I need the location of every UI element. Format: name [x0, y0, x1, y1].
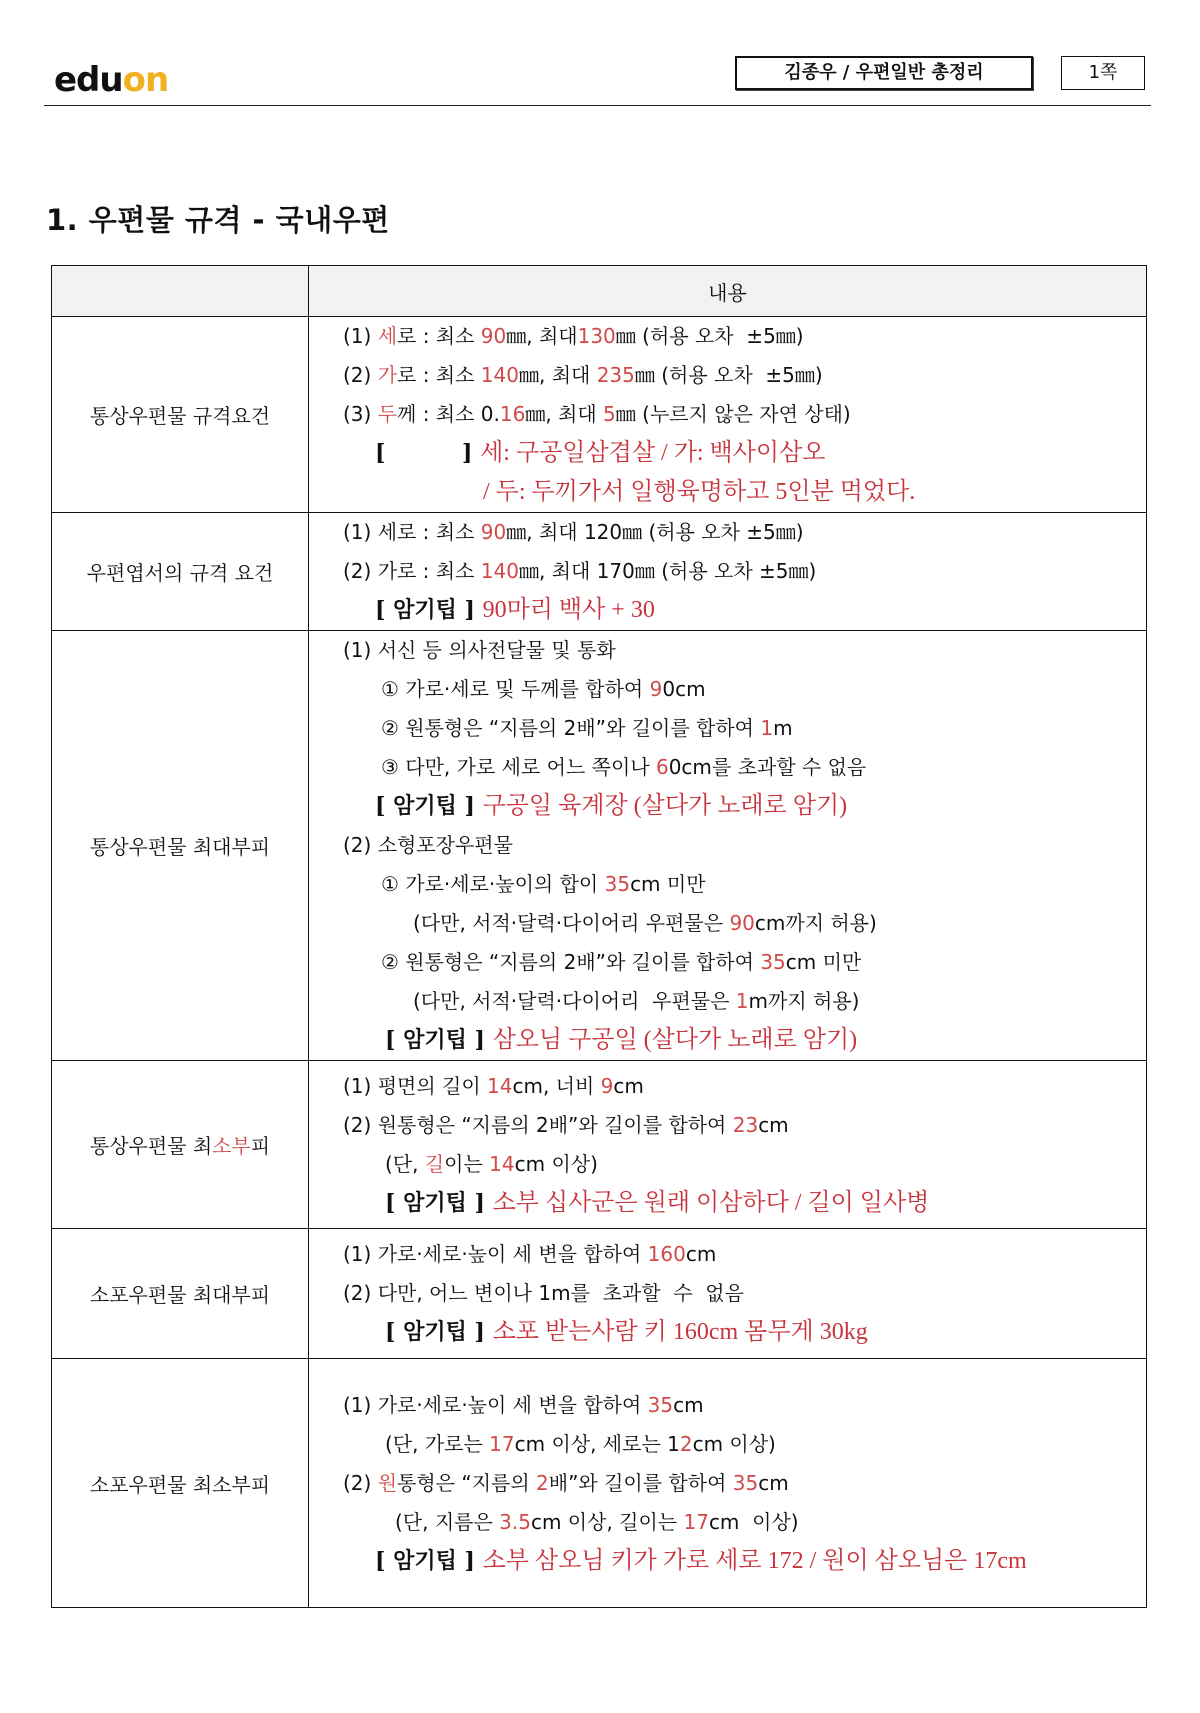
memory-tip-label: [ 암기팁 ] [385, 1027, 493, 1053]
highlight-value: 2 [679, 1431, 693, 1456]
memory-tip-text: 소부 삼오님 키가 가로 세로 172 / 원이 삼오님은 17cm [482, 1547, 1027, 1574]
spec-text: ㎜ (허용 오차 ±5㎜) [615, 324, 804, 348]
spec-text: ③ 다만, 가로 세로 어느 쪽이나 [381, 755, 656, 779]
highlight-value: 17 [683, 1509, 709, 1534]
spec-line [343, 1386, 1146, 1425]
table-header-row [52, 266, 1147, 317]
spec-line [343, 1235, 1146, 1274]
document-title: 김종우 / 우편일반 총정리 [735, 56, 1033, 90]
spec-text: (2) 다만, 어느 변이나 1m를 초과할 수 없음 [343, 1281, 744, 1305]
spec-text: ② 원통형은 “지름의 2배”와 길이를 합하여 [381, 950, 761, 974]
spec-text: (1) 가로·세로·높이 세 변을 합하여 [343, 1392, 648, 1417]
spec-line [343, 709, 1146, 748]
header-content-cell: 내용 [309, 266, 1147, 317]
highlight-value: 길 [424, 1151, 445, 1176]
spec-text: cm [613, 1073, 644, 1098]
table-row [52, 513, 1147, 631]
highlight-value: 17 [489, 1431, 515, 1456]
header-label-cell [52, 266, 309, 317]
memory-tip-line [343, 1021, 1146, 1060]
highlight-value: 2 [536, 1470, 549, 1495]
section-title: 1. 우편물 규격 - 국내우편 [46, 203, 390, 237]
row-content-cell [309, 1061, 1147, 1229]
spec-text: ㎜, 최대 [518, 363, 597, 387]
spec-text: 0cm [662, 677, 706, 701]
highlight-value: 9 [600, 1073, 614, 1098]
memory-tip-line [343, 473, 1146, 512]
logo-text-dark: edu [54, 60, 123, 100]
row-content-cell [309, 1229, 1147, 1359]
spec-line [343, 631, 1146, 670]
spec-text: ㎜ (누르지 않은 자연 상태) [615, 402, 851, 426]
highlight-value: 6 [655, 755, 669, 779]
spec-text: (단, 가로는 [385, 1431, 490, 1456]
spec-text: ㎜, 최대 170㎜ (허용 오차 ±5㎜) [518, 559, 817, 583]
memory-tip-label: [ 암기팁 ] [375, 1547, 483, 1574]
spec-text: cm까지 허용) [754, 911, 877, 935]
highlight-value: 140 [480, 363, 519, 387]
row-label-cell [52, 317, 309, 513]
spec-text: 배”와 길이를 합하여 [548, 1470, 733, 1495]
memory-tip-label: [ 암기팁 ] [375, 597, 483, 623]
highlight-value: 5 [603, 402, 616, 426]
spec-line [343, 1503, 1146, 1542]
spec-text: cm [685, 1242, 717, 1266]
row-content-cell [309, 631, 1147, 1061]
row-label-text: 통상우편물 최대부피 [89, 835, 271, 859]
highlight-value: 원 [377, 1470, 398, 1495]
spec-line [343, 1425, 1146, 1464]
highlight-value: 1 [760, 716, 774, 740]
table-row [52, 317, 1147, 513]
spec-line [343, 1145, 1146, 1184]
spec-text: cm 미만 [785, 950, 862, 974]
spec-text: (단, [385, 1151, 425, 1176]
spec-text: (2) [343, 363, 378, 387]
memory-tip-line [343, 1313, 1146, 1352]
spec-text: (다만, 서적·달력·다이어리 우편물은 [413, 989, 736, 1013]
highlight-value: 160 [647, 1242, 686, 1266]
spec-text: (2) 소형포장우편물 [343, 833, 513, 857]
spec-text: cm 이상) [514, 1151, 598, 1176]
spec-line [343, 1464, 1146, 1503]
spec-text: ㎜ (허용 오차 ±5㎜) [634, 363, 823, 387]
row-label-text: 피 [250, 1134, 271, 1158]
spec-text: (1) [343, 324, 378, 348]
row-label-cell [52, 1229, 309, 1359]
memory-tip-line [343, 1184, 1146, 1223]
spec-line [343, 865, 1146, 904]
spec-text: 로 : 최소 [397, 324, 481, 348]
row-label-text: 소부 [212, 1134, 251, 1158]
highlight-value: 90 [480, 324, 507, 348]
highlight-value: 35 [732, 1470, 759, 1495]
spec-text: cm [758, 1470, 789, 1495]
highlight-value: 3.5 [499, 1509, 531, 1534]
highlight-value: 35 [647, 1392, 674, 1417]
spec-text: ㎜, 최대 [525, 402, 604, 426]
spec-text: 로 : 최소 [397, 363, 481, 387]
spec-line [343, 904, 1146, 943]
row-content-cell [309, 513, 1147, 631]
memory-tip-line [343, 787, 1146, 826]
spec-text: ① 가로·세로·높이의 합이 [381, 872, 605, 896]
spec-text: (단, 지름은 [395, 1509, 500, 1534]
spec-line [343, 670, 1146, 709]
spec-text: 통형은 “지름의 [397, 1470, 537, 1495]
spec-text: (다만, 서적·달력·다이어리 우편물은 [413, 911, 730, 935]
highlight-value: 35 [760, 950, 786, 974]
eduon-logo [54, 60, 168, 100]
spec-line [343, 1067, 1146, 1106]
spec-text: cm 이상, 세로는 1 [514, 1431, 680, 1456]
spec-text: 께 : 최소 0. [397, 402, 500, 426]
row-label-text: 소포우편물 최대부피 [89, 1283, 271, 1307]
row-label-cell [52, 631, 309, 1061]
row-content-cell [309, 317, 1147, 513]
spec-line [343, 943, 1146, 982]
highlight-value: 16 [499, 402, 526, 426]
memory-tip-text: 구공일 육계장 (살다가 노래로 암기) [482, 793, 848, 819]
spec-text: m까지 허용) [748, 989, 860, 1013]
highlight-value: 두 [377, 402, 398, 426]
highlight-value: 세 [377, 324, 398, 348]
memory-tip-line [343, 1542, 1146, 1581]
spec-text: ① 가로·세로 및 두께를 합하여 [381, 677, 650, 701]
spec-text: ㎜, 최대 120㎜ (허용 오차 ±5㎜) [506, 520, 804, 544]
table-row [52, 1359, 1147, 1608]
highlight-value: 35 [604, 872, 631, 896]
postal-spec-table [51, 265, 1147, 1608]
memory-tip-label: [ 암기팁 ] [375, 793, 483, 819]
spec-text: (2) [343, 1470, 378, 1495]
spec-line [343, 513, 1146, 552]
row-content-cell [309, 1359, 1147, 1608]
highlight-value: 235 [596, 363, 635, 387]
spec-text: cm 미만 [630, 872, 706, 896]
spec-line [343, 317, 1146, 356]
spec-text: cm 이상) [708, 1509, 799, 1534]
memory-tip-text: / 두: 두끼가서 일행육명하고 5인분 먹었다. [483, 479, 916, 505]
row-label-text: 통상우편물 규격요건 [89, 404, 271, 428]
spec-line [343, 356, 1146, 395]
highlight-value: 90 [480, 520, 507, 544]
memory-tip-text: 세: 구공일삼겹살 / 가: 백사이삼오 [480, 440, 826, 466]
highlight-value: 가 [377, 363, 398, 387]
memory-tip-line [343, 591, 1146, 630]
spec-text: (2) 원통형은 “지름의 2배”와 길이를 합하여 [343, 1112, 733, 1137]
highlight-value: 1 [735, 989, 749, 1013]
spec-line [343, 395, 1146, 434]
highlight-value: 90 [729, 911, 755, 935]
spec-text: (1) 서신 등 의사전달물 및 통화 [343, 638, 616, 662]
row-label-text: 소포우편물 최소부피 [89, 1472, 271, 1497]
spec-text: 이는 [444, 1151, 490, 1176]
highlight-value: 140 [480, 559, 519, 583]
row-label-cell [52, 1359, 309, 1608]
spec-line [343, 1106, 1146, 1145]
spec-line [343, 826, 1146, 865]
row-label-cell [52, 513, 309, 631]
spec-line [343, 748, 1146, 787]
spec-text: (2) 가로 : 최소 [343, 559, 481, 583]
table-body [52, 317, 1147, 1608]
spec-text: cm 이상) [692, 1431, 776, 1456]
spec-text: m [773, 716, 793, 740]
row-label-cell [52, 1061, 309, 1229]
page-number: 1쪽 [1061, 56, 1145, 90]
spec-text: (1) 평면의 길이 [343, 1073, 488, 1098]
logo-text-accent: on [122, 60, 169, 100]
spec-text: cm, 너비 [512, 1073, 601, 1098]
spec-text: cm [673, 1392, 704, 1417]
memory-tip-text: 소부 십사군은 원래 이삼하다 / 길이 일사병 [492, 1189, 930, 1216]
memory-tip-text: 소포 받는사람 키 160cm 몸무게 30kg [492, 1319, 868, 1345]
memory-tip-line [343, 434, 1146, 473]
table-row [52, 1229, 1147, 1359]
highlight-value: 130 [577, 324, 616, 348]
row-label-text: 통상우편물 최 [89, 1134, 213, 1158]
spec-line [343, 1274, 1146, 1313]
page-header [44, 50, 1151, 106]
memory-tip-text: 90마리 백사 + 30 [482, 597, 655, 623]
spec-text: (1) 세로 : 최소 [343, 520, 481, 544]
spec-text: ㎜, 최대 [506, 324, 578, 348]
memory-tip-label: [ ] [375, 440, 481, 466]
spec-text: cm 이상, 길이는 [530, 1509, 684, 1534]
spec-text: ② 원통형은 “지름의 2배”와 길이를 합하여 [381, 716, 761, 740]
table-row [52, 1061, 1147, 1229]
spec-text: 0cm를 초과할 수 없음 [668, 755, 867, 779]
spec-text: cm [758, 1112, 789, 1137]
table-row [52, 631, 1147, 1061]
highlight-value: 9 [649, 677, 663, 701]
highlight-value: 23 [732, 1112, 759, 1137]
highlight-value: 14 [489, 1151, 515, 1176]
spec-text: (1) 가로·세로·높이 세 변을 합하여 [343, 1242, 648, 1266]
spec-line [343, 552, 1146, 591]
memory-tip-label: [ 암기팁 ] [385, 1189, 493, 1216]
highlight-value: 14 [487, 1073, 513, 1098]
spec-line [343, 982, 1146, 1021]
row-label-text: 우편엽서의 규격 요건 [86, 561, 274, 585]
memory-tip-text: 삼오님 구공일 (살다가 노래로 암기) [492, 1027, 858, 1053]
spec-text: (3) [343, 402, 378, 426]
memory-tip-label: [ 암기팁 ] [385, 1319, 493, 1345]
